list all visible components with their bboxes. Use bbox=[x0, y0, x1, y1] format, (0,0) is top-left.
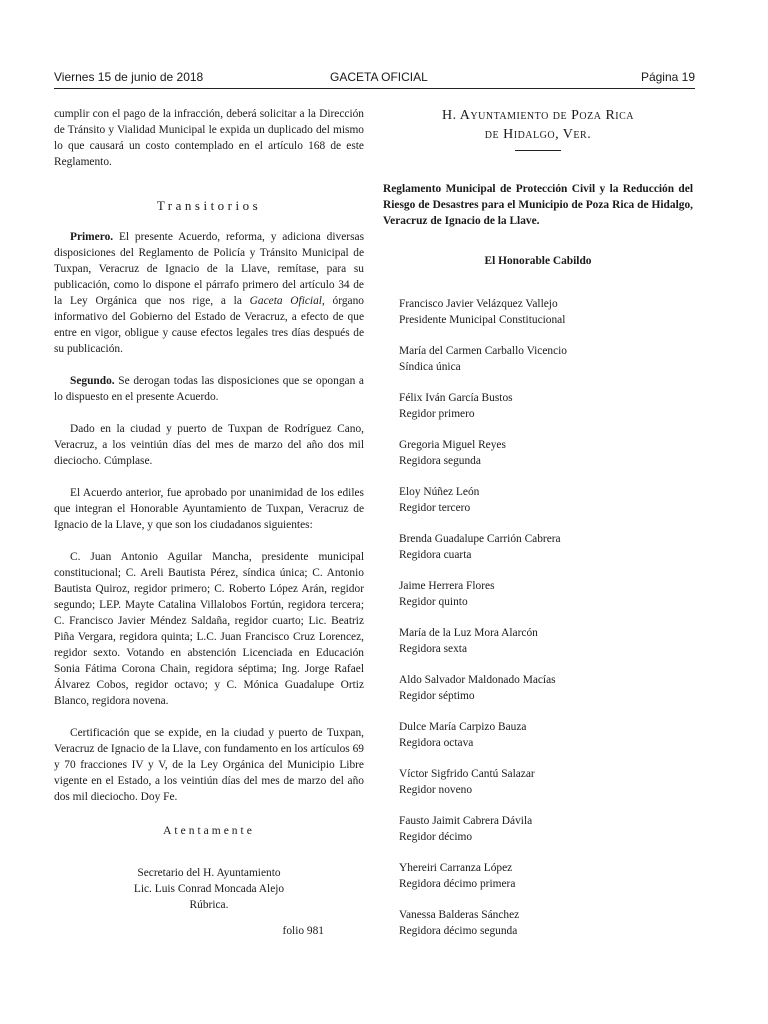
primero-text-b: , órgano informativo del Gobierno del Estado de Veracruz, a efecto de que entre en vigor, obligue y cause efectos legales tres días después de su publicación. bbox=[54, 295, 364, 355]
cabildo-member bbox=[399, 672, 695, 704]
cabildo-member bbox=[399, 296, 695, 328]
member-role: Regidora décimo primera bbox=[399, 878, 516, 890]
member-role: Regidora sexta bbox=[399, 643, 468, 655]
member-role: Regidor tercero bbox=[399, 502, 471, 514]
member-role: Regidor primero bbox=[399, 408, 475, 420]
member-name: Gregoria Miguel Reyes bbox=[399, 439, 506, 451]
member-name: Dulce María Carpizo Bauza bbox=[399, 721, 527, 733]
ayuntamiento-title bbox=[381, 106, 695, 144]
header-publication: GACETA OFICIAL bbox=[330, 70, 428, 84]
member-role: Presidente Municipal Constitucional bbox=[399, 314, 566, 326]
primero-text-a: El presente Acuerdo, reforma, y adiciona diversas disposiciones del Reglamento de Policía y Tránsito Municipal de Tuxpan, Veracruz de Ignacio de la Llave, remítase, para su publicación, como lo dispone el párrafo primero del artículo 34 de la Ley Orgánica que nos rige, a la bbox=[54, 231, 364, 307]
member-name: Francisco Javier Velázquez Vallejo bbox=[399, 298, 558, 310]
member-name: Eloy Núñez León bbox=[399, 486, 480, 498]
ciudadanos-paragraph: C. Juan Antonio Aguilar Mancha, presidente municipal constitucional; C. Areli Bautista Pérez, síndica única; C. Antonio Bautista Quiroz, regidor primero; C. Roberto López Arán, regidor segundo; LEP. Mayte Catalina Villalobos Fortún, regidora tercera; C. Francisco Javier Méndez Saldaña, regidor cuarto; Lic. Beatriz Piña Vergara, regidora quinta; L.C. Juan Francisco Cruz Lorencez, regidor sexto. Votando en abstención Licenciada en Educación Sonia Fátima Corona Chain, regidora séptima; Ing. Jorge Rafael Álvarez Cobos, regidor octavo; y C. Mónica Guadalupe Ortiz Blanco, regidora novena. bbox=[54, 551, 364, 707]
cabildo-member bbox=[399, 390, 695, 422]
certificacion-paragraph: Certificación que se expide, en la ciudad y puerto de Tuxpan, Veracruz de Ignacio de la Llave, con fundamento en los artículos 69 y 70 fracciones IV y V, de la Ley Orgánica del Municipio Libre vigente en el Estado, a los veintiún días del mes de marzo del año dos mil dieciocho. Doy Fe. bbox=[54, 727, 364, 803]
member-name: Jaime Herrera Flores bbox=[399, 580, 495, 592]
cabildo-member bbox=[399, 437, 695, 469]
cabildo-member bbox=[399, 813, 695, 845]
segundo-text: Se derogan todas las disposiciones que se opongan a lo dispuesto en el presente Acuerdo. bbox=[54, 375, 364, 403]
segundo-paragraph bbox=[54, 373, 364, 405]
cabildo-member bbox=[399, 531, 695, 563]
reglamento-title: Reglamento Municipal de Protección Civil y la Reducción del Riesgo de Desastres para el Municipio de Poza Rica de Hidalgo, Veracruz de Ignacio de la Llave. bbox=[383, 183, 693, 227]
gaceta-oficial-italic: Gaceta Oficial bbox=[249, 295, 322, 307]
member-name: María de la Luz Mora Alarcón bbox=[399, 627, 538, 639]
acuerdo-paragraph: El Acuerdo anterior, fue aprobado por unanimidad de los ediles que integran el Honorable Ayuntamiento de Tuxpan, Veracruz de Ignacio de la Llave, y que son los ciudadanos siguientes: bbox=[54, 487, 364, 531]
continuation-paragraph: cumplir con el pago de la infracción, deberá solicitar a la Dirección de Tránsito y Vialidad Municipal le expida un duplicado del mismo lo que causará un costo contemplado en el artículo 168 de este Reglamento. bbox=[54, 108, 364, 168]
cabildo-member bbox=[399, 578, 695, 610]
member-name: Brenda Guadalupe Carrión Cabrera bbox=[399, 533, 561, 545]
member-name: Félix Iván García Bustos bbox=[399, 392, 513, 404]
cabildo-member bbox=[399, 625, 695, 657]
primero-label: Primero. bbox=[70, 231, 114, 243]
cabildo-member bbox=[399, 719, 695, 751]
cabildo-member bbox=[399, 343, 695, 375]
title-divider bbox=[515, 150, 561, 151]
header-divider bbox=[54, 88, 695, 89]
member-name: Víctor Sigfrido Cantú Salazar bbox=[399, 768, 535, 780]
member-role: Regidor noveno bbox=[399, 784, 473, 796]
rubrica: Rúbrica. bbox=[189, 899, 229, 911]
member-name: María del Carmen Carballo Vicencio bbox=[399, 345, 568, 357]
member-role: Regidor quinto bbox=[399, 596, 468, 608]
member-role: Regidor séptimo bbox=[399, 690, 475, 702]
member-role: Síndica única bbox=[399, 361, 461, 373]
header-page-number: Página 19 bbox=[640, 70, 695, 84]
cabildo-member bbox=[399, 766, 695, 798]
cabildo-member bbox=[399, 484, 695, 516]
member-name: Yhereiri Carranza López bbox=[399, 862, 513, 874]
ayuntamiento-title-line2: de Hidalgo, Ver. bbox=[484, 127, 592, 142]
cabildo-member bbox=[399, 860, 695, 892]
member-role: Regidora cuarta bbox=[399, 549, 472, 561]
member-role: Regidora segunda bbox=[399, 455, 481, 467]
member-name: Aldo Salvador Maldonado Macías bbox=[399, 674, 556, 686]
cabildo-member-list bbox=[381, 296, 695, 939]
signer-role: Secretario del H. Ayuntamiento bbox=[137, 867, 281, 879]
cabildo-member bbox=[399, 907, 695, 939]
transitorios-heading: Transitorios bbox=[156, 198, 262, 213]
right-column bbox=[381, 106, 695, 954]
member-name: Fausto Jaimit Cabrera Dávila bbox=[399, 815, 533, 827]
left-column bbox=[54, 106, 364, 939]
segundo-label: Segundo. bbox=[70, 375, 115, 387]
member-role: Regidora octava bbox=[399, 737, 474, 749]
member-role: Regidora décimo segunda bbox=[399, 925, 518, 937]
cabildo-heading: El Honorable Cabildo bbox=[484, 255, 592, 267]
header-date: Viernes 15 de junio de 2018 bbox=[54, 70, 204, 84]
member-name: Vanessa Balderas Sánchez bbox=[399, 909, 520, 921]
primero-paragraph bbox=[54, 229, 364, 357]
dado-paragraph: Dado en la ciudad y puerto de Tuxpan de Rodríguez Cano, Veracruz, a los veintiún días del mes de marzo del año dos mil dieciocho. Cúmplase. bbox=[54, 423, 364, 467]
folio-number: folio 981 bbox=[282, 925, 324, 937]
atentamente-heading: Atentamente bbox=[163, 825, 255, 837]
signer-name: Lic. Luis Conrad Moncada Alejo bbox=[133, 883, 285, 895]
member-role: Regidor décimo bbox=[399, 831, 473, 843]
ayuntamiento-title-line1: H. Ayuntamiento de Poza Rica bbox=[441, 108, 635, 123]
